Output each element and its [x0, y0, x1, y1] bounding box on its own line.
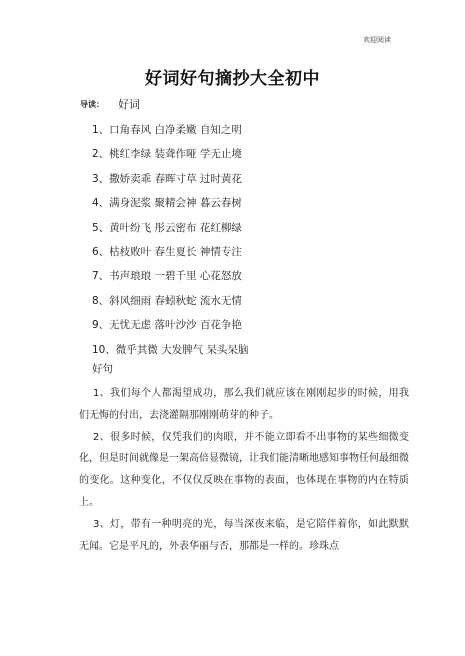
header-note: 欢迎阅读 — [363, 36, 391, 44]
word-list-item: 6、枯枝败叶 春生夏长 神情专注 — [92, 245, 242, 258]
word-list-item: 1、口角春风 白净柔嫩 自知之明 — [92, 124, 242, 136]
word-list-item: 9、无忧无虑 落叶沙沙 百花争艳 — [92, 319, 242, 332]
sentence-paragraph: 2、很多时候，仅凭我们的肉眼，并不能立即看不出事物的某些细微变化，但是时间就像是一架高倍显微镜，让我们能清晰地感知事物任何最细微的变化。这种变化，不仅仅反映在事物的表面，也体现在事物的内在特质上。 — [79, 431, 409, 508]
word-list-item: 2、桃红李绿 装聋作哑 学无止境 — [92, 148, 242, 161]
guide-value: 好词 — [118, 98, 140, 111]
word-list-item: 10、微乎其微 大发脾气 呆头呆脑 — [92, 343, 249, 356]
word-list-item: 4、满身泥浆 聚精会神 暮云春树 — [92, 197, 242, 210]
guide-label: 导读： — [80, 100, 104, 109]
word-list-item: 5、黄叶纷飞 彤云密布 花红柳绿 — [92, 221, 242, 234]
sentences-heading: 好句 — [92, 363, 113, 375]
word-list-item: 7、书声琅琅 一碧千里 心花怒放 — [92, 270, 242, 283]
word-list-item: 3、撒娇卖乖 春晖寸草 过时黄花 — [92, 172, 242, 185]
word-list — [92, 118, 249, 362]
word-list-item: 8、斜风细雨 春蚓秋蛇 流水无情 — [92, 294, 242, 307]
sentence-paragraph: 1、我们每个人都渴望成功，那么我们就应该在刚刚起步的时候，用我们无悔的付出，去浇灌隔那刚刚萌芽的种子。 — [79, 388, 409, 421]
sentences-section — [79, 383, 409, 557]
sentence-paragraph: 3、灯，带有一种明亮的光，每当深夜来临，是它陪伴着你，如此默默无闻。它是平凡的，外表华丽与否，那都是一样的。珍珠点 — [79, 518, 409, 552]
document-title: 好词好句摘抄大全初中 — [145, 69, 320, 89]
